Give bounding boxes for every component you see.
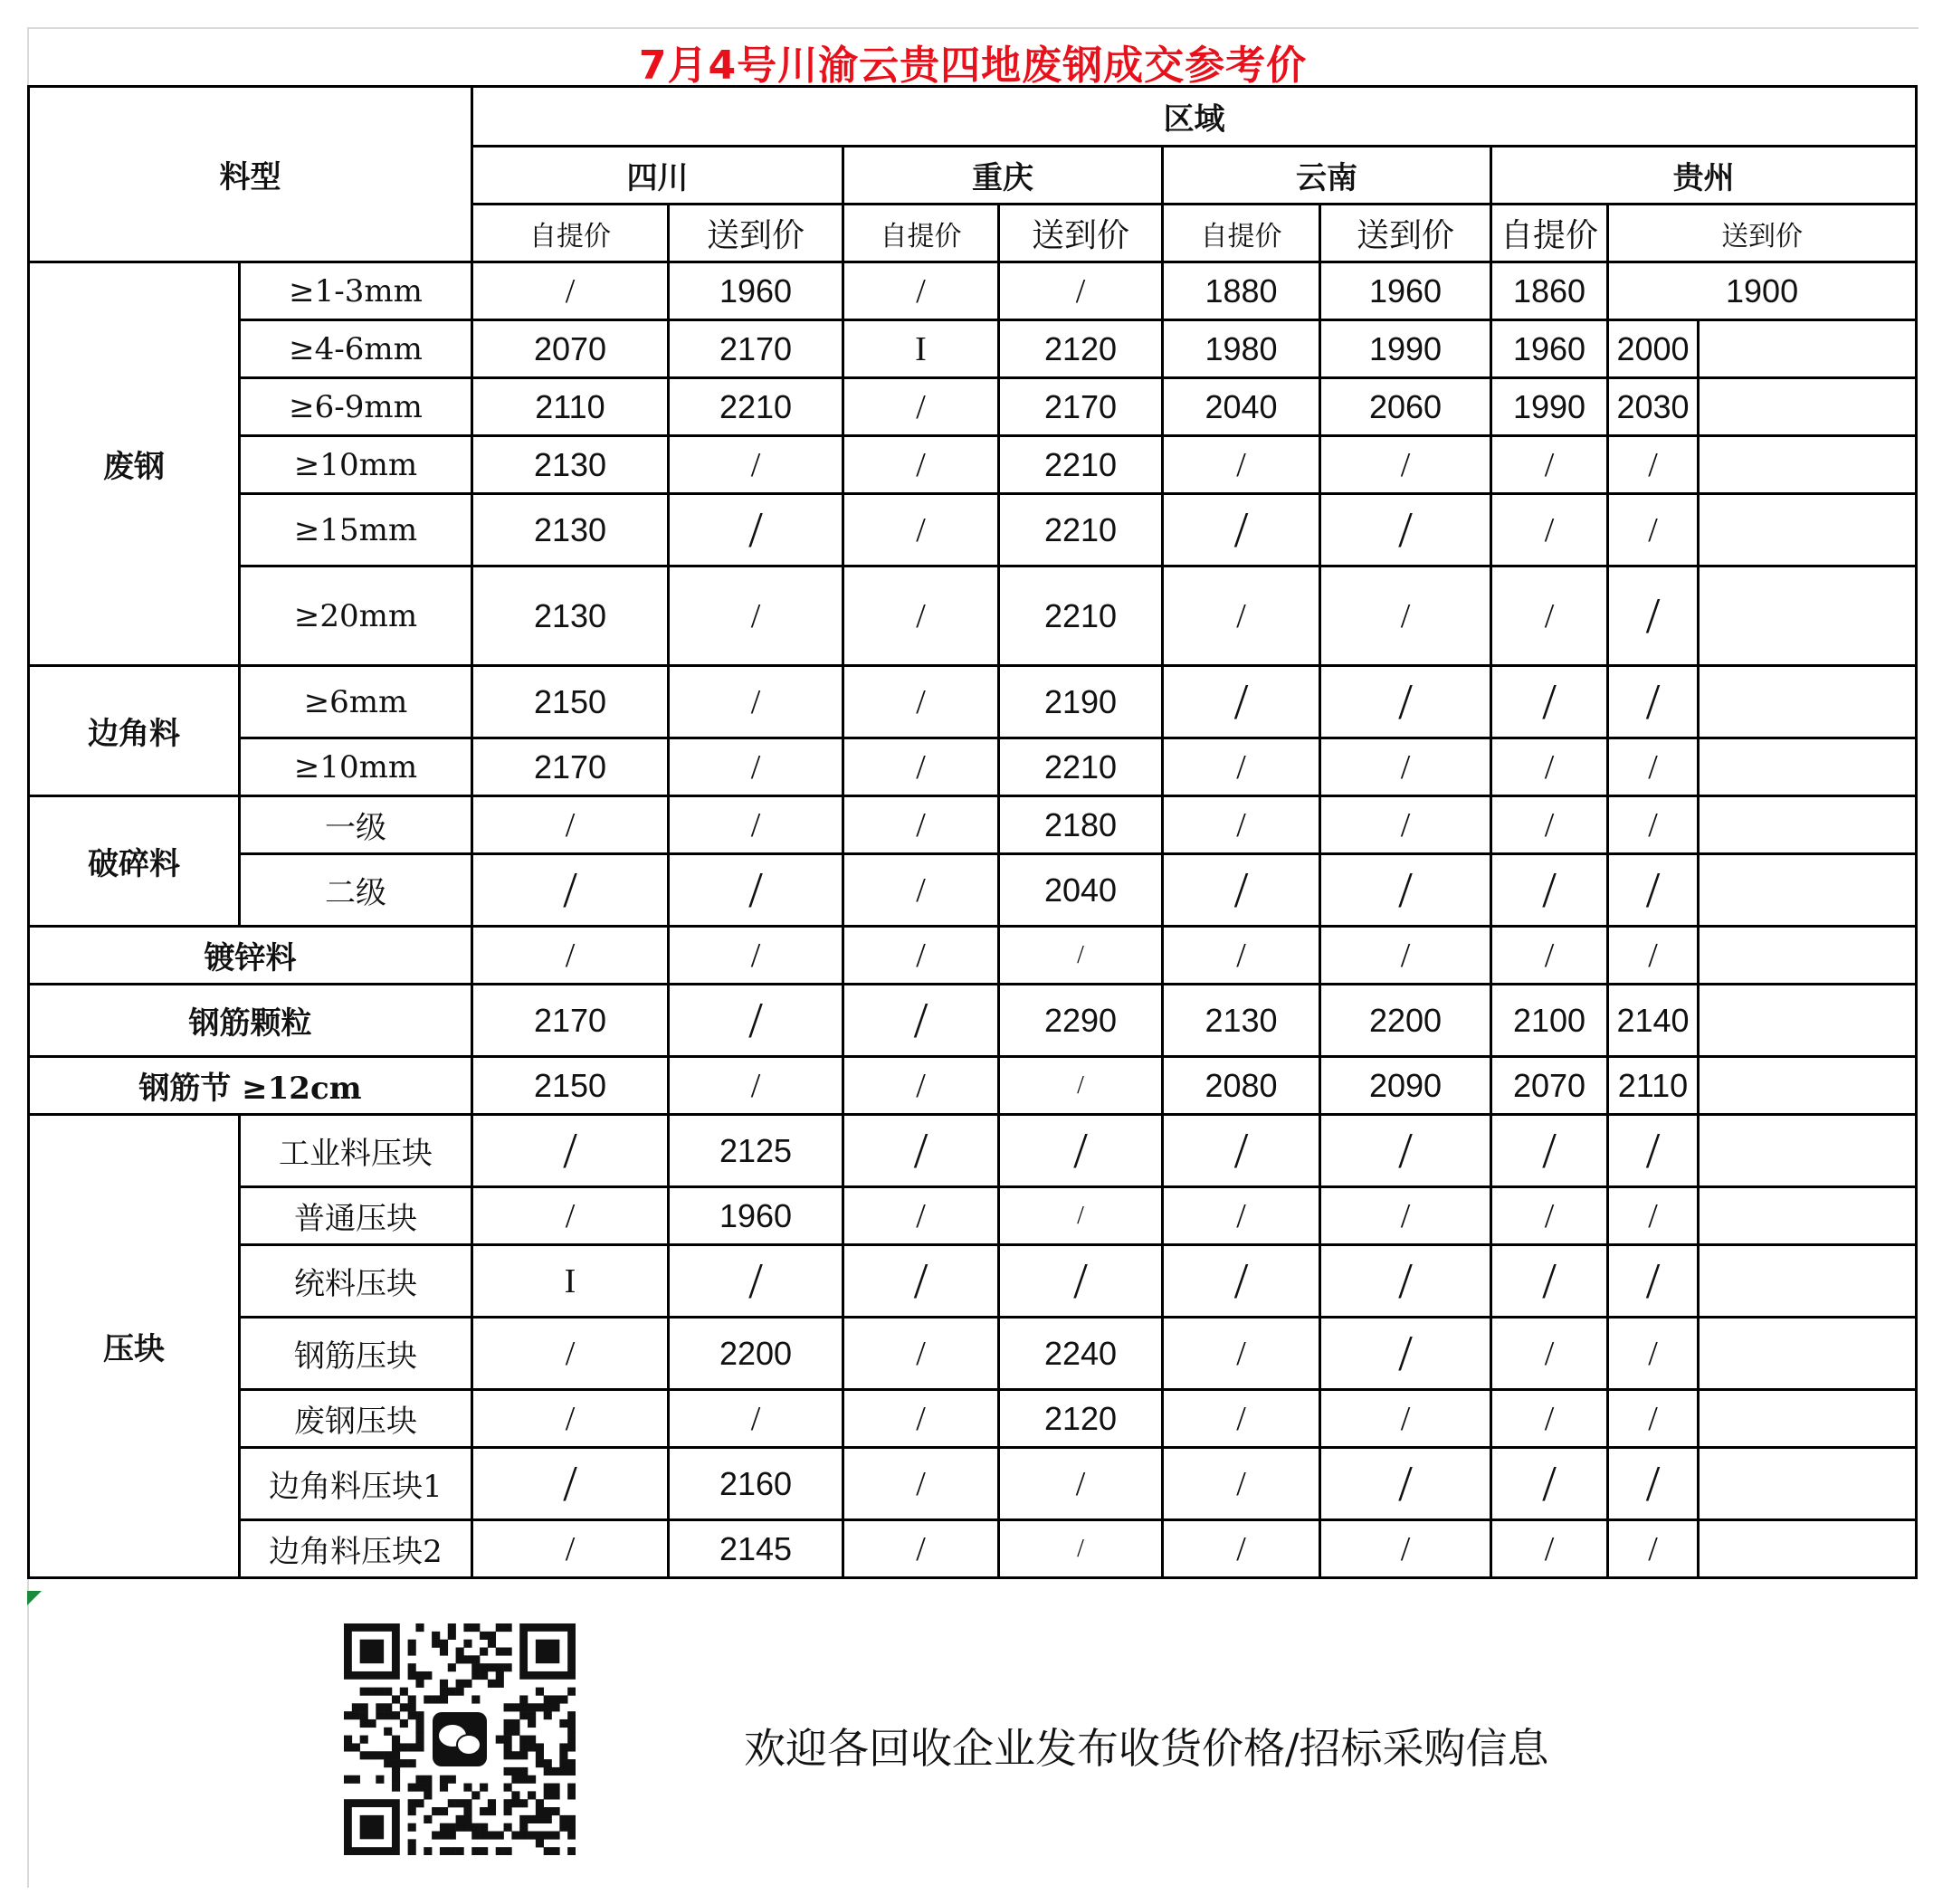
price-cell: 2125: [669, 1115, 843, 1187]
price-cell: I: [472, 1245, 669, 1318]
price-cell: 1990: [1491, 378, 1608, 436]
price-cell: /: [843, 378, 999, 436]
corner-marker-icon: [27, 1591, 42, 1605]
table-row: [29, 436, 1917, 494]
price-cell: 2090: [1320, 1057, 1491, 1115]
table-row: [29, 1448, 1917, 1520]
price-cell: /: [999, 1245, 1163, 1318]
empty-cell: [1699, 320, 1917, 378]
price-cell: /: [999, 1448, 1163, 1520]
price-cell: 2200: [669, 1318, 843, 1390]
table-row: [29, 927, 1917, 985]
price-cell: /: [1491, 1187, 1608, 1245]
price-cell: /: [843, 738, 999, 796]
price-cell: /: [669, 494, 843, 566]
price-cell: 2120: [999, 320, 1163, 378]
qr-code-icon: [344, 1623, 576, 1855]
price-cell: /: [1320, 1448, 1491, 1520]
table-row: [29, 796, 1917, 854]
price-cell: 1990: [1320, 320, 1491, 378]
price-cell: /: [1320, 1318, 1491, 1390]
price-cell: /: [1491, 796, 1608, 854]
region-header: 区域: [472, 87, 1917, 147]
empty-cell: [1699, 1187, 1917, 1245]
spec-label: ≥10mm: [240, 738, 472, 796]
price-cell: /: [1608, 854, 1699, 927]
price-cell: /: [1491, 854, 1608, 927]
spec-label: 废钢压块: [240, 1390, 472, 1448]
price-cell: /: [669, 1245, 843, 1318]
price-cell: /: [843, 262, 999, 320]
price-cell: 2120: [999, 1390, 1163, 1448]
region-chongqing: 重庆: [843, 147, 1163, 205]
price-cell: /: [1163, 1318, 1320, 1390]
price-cell: /: [1320, 796, 1491, 854]
region-yunnan: 云南: [1163, 147, 1491, 205]
price-cell: /: [1491, 1115, 1608, 1187]
table-row: [29, 262, 1917, 320]
price-cell: /: [669, 1057, 843, 1115]
group-label: 钢筋节 ≥12cm: [29, 1057, 472, 1115]
price-cell: 2170: [472, 738, 669, 796]
price-cell: /: [1608, 1390, 1699, 1448]
spec-label: 钢筋压块: [240, 1318, 472, 1390]
price-cell: /: [999, 1115, 1163, 1187]
price-cell: 2170: [669, 320, 843, 378]
price-cell: /: [1163, 927, 1320, 985]
price-cell: /: [843, 1520, 999, 1578]
empty-cell: [1699, 1057, 1917, 1115]
price-cell: 2070: [1491, 1057, 1608, 1115]
price-cell: /: [472, 927, 669, 985]
price-cell: /: [1608, 927, 1699, 985]
price-cell: /: [1608, 436, 1699, 494]
price-cell: 2130: [472, 566, 669, 666]
price-cell: 2000: [1608, 320, 1699, 378]
price-cell: 2145: [669, 1520, 843, 1578]
empty-cell: [1699, 738, 1917, 796]
price-cell: /: [1163, 796, 1320, 854]
price-cell: /: [843, 985, 999, 1057]
price-cell: /: [1320, 566, 1491, 666]
price-cell: /: [1491, 666, 1608, 738]
price-cell: /: [999, 262, 1163, 320]
price-cell: /: [1320, 436, 1491, 494]
price-cell: /: [1163, 1448, 1320, 1520]
price-cell: /: [843, 1245, 999, 1318]
price-cell: /: [1163, 566, 1320, 666]
price-cell: /: [1163, 738, 1320, 796]
price-cell: 2140: [1608, 985, 1699, 1057]
price-cell: /: [1608, 1245, 1699, 1318]
empty-cell: [1699, 436, 1917, 494]
price-cell: /: [472, 1187, 669, 1245]
price-cell: 2060: [1320, 378, 1491, 436]
price-cell: 2130: [472, 436, 669, 494]
table-row: [29, 320, 1917, 378]
price-cell: /: [1163, 666, 1320, 738]
spec-label: ≥4-6mm: [240, 320, 472, 378]
price-cell: /: [1320, 738, 1491, 796]
price-cell: /: [1491, 494, 1608, 566]
spec-label: 工业料压块: [240, 1115, 472, 1187]
table-row: [29, 1318, 1917, 1390]
price-cell: /: [1491, 1390, 1608, 1448]
price-cell: 1960: [669, 262, 843, 320]
price-cell: /: [843, 1057, 999, 1115]
region-guizhou: 贵州: [1491, 147, 1917, 205]
group-label: 压块: [29, 1115, 240, 1578]
table-row: [29, 1187, 1917, 1245]
price-cell: /: [843, 436, 999, 494]
table-row: [29, 1390, 1917, 1448]
price-cell: /: [1491, 738, 1608, 796]
price-cell: 2210: [999, 436, 1163, 494]
price-cell: /: [1320, 1245, 1491, 1318]
empty-cell: [1699, 566, 1917, 666]
price-cell: /: [999, 1057, 1163, 1115]
spec-label: ≥1-3mm: [240, 262, 472, 320]
price-cell: 2170: [472, 985, 669, 1057]
table-row: [29, 1245, 1917, 1318]
price-cell: /: [1608, 494, 1699, 566]
price-cell: /: [1320, 666, 1491, 738]
price-cell: /: [669, 566, 843, 666]
price-cell: /: [999, 927, 1163, 985]
page-title: 7月4号川渝云贵四地废钢成交参考价: [638, 43, 1308, 89]
price-cell: /: [472, 854, 669, 927]
spec-label: 边角料压块1: [240, 1448, 472, 1520]
price-cell: /: [843, 1448, 999, 1520]
price-cell: /: [1320, 854, 1491, 927]
price-cell: 2210: [669, 378, 843, 436]
group-label: 破碎料: [29, 796, 240, 927]
empty-cell: [1699, 1115, 1917, 1187]
price-cell: 2080: [1163, 1057, 1320, 1115]
empty-cell: [1699, 927, 1917, 985]
empty-cell: [1699, 1390, 1917, 1448]
price-cell: /: [669, 854, 843, 927]
price-cell: 2240: [999, 1318, 1163, 1390]
price-cell: /: [1320, 927, 1491, 985]
empty-cell: [1699, 985, 1917, 1057]
price-cell: 1960: [669, 1187, 843, 1245]
price-cell: /: [1608, 666, 1699, 738]
spec-label: ≥6mm: [240, 666, 472, 738]
price-cell: /: [1163, 436, 1320, 494]
material-type-header: 料型: [29, 87, 472, 262]
table-row: [29, 854, 1917, 927]
price-cell: /: [1163, 494, 1320, 566]
price-type-header: 自提价: [843, 205, 999, 262]
group-label: 边角料: [29, 666, 240, 796]
price-cell: 2070: [472, 320, 669, 378]
price-type-header: 自提价: [472, 205, 669, 262]
price-cell: /: [843, 927, 999, 985]
price-cell: /: [843, 796, 999, 854]
empty-cell: [1699, 854, 1917, 927]
price-cell: /: [1320, 1187, 1491, 1245]
price-cell: /: [1608, 1115, 1699, 1187]
price-cell: /: [1491, 566, 1608, 666]
spec-label: 一级: [240, 796, 472, 854]
spec-label: ≥20mm: [240, 566, 472, 666]
group-label: 废钢: [29, 262, 240, 666]
price-cell: 2110: [472, 378, 669, 436]
price-cell: /: [1320, 1115, 1491, 1187]
price-cell: /: [1163, 1115, 1320, 1187]
table-row: [29, 985, 1917, 1057]
table-row: [29, 666, 1917, 738]
price-type-header: 送到价: [999, 205, 1163, 262]
price-cell: /: [999, 1187, 1163, 1245]
price-cell: /: [472, 796, 669, 854]
empty-cell: [1699, 666, 1917, 738]
spec-label: 统料压块: [240, 1245, 472, 1318]
price-cell: /: [472, 1520, 669, 1578]
spec-label: 普通压块: [240, 1187, 472, 1245]
price-cell: /: [1491, 1318, 1608, 1390]
price-cell: /: [472, 1390, 669, 1448]
price-cell: /: [472, 1318, 669, 1390]
spec-label: ≥10mm: [240, 436, 472, 494]
price-cell: /: [669, 666, 843, 738]
price-cell: /: [472, 1448, 669, 1520]
price-cell: 2100: [1491, 985, 1608, 1057]
price-cell: /: [843, 1390, 999, 1448]
price-cell: /: [472, 262, 669, 320]
spec-label: 边角料压块2: [240, 1520, 472, 1578]
price-cell: /: [1608, 1448, 1699, 1520]
price-cell: /: [1163, 1390, 1320, 1448]
price-cell: 2210: [999, 494, 1163, 566]
price-cell: /: [999, 1520, 1163, 1578]
price-cell: /: [1163, 1187, 1320, 1245]
price-cell: 2170: [999, 378, 1163, 436]
empty-cell: [1699, 1245, 1917, 1318]
price-cell: 2150: [472, 1057, 669, 1115]
price-cell: /: [1608, 566, 1699, 666]
price-cell: 2110: [1608, 1057, 1699, 1115]
price-cell: /: [843, 854, 999, 927]
price-cell: /: [1163, 1520, 1320, 1578]
price-cell: 2030: [1608, 378, 1699, 436]
price-cell: 1860: [1491, 262, 1608, 320]
price-type-header: 送到价: [1608, 205, 1917, 262]
table-row: [29, 1057, 1917, 1115]
price-cell: /: [1491, 1520, 1608, 1578]
price-cell: /: [669, 1390, 843, 1448]
price-cell: /: [669, 436, 843, 494]
price-cell: 2210: [999, 738, 1163, 796]
price-cell: /: [1491, 1448, 1608, 1520]
empty-cell: [1699, 1318, 1917, 1390]
table-row: [29, 1520, 1917, 1578]
price-cell: /: [1320, 1520, 1491, 1578]
price-cell: /: [1608, 1318, 1699, 1390]
price-type-header: 送到价: [669, 205, 843, 262]
price-cell: /: [1608, 738, 1699, 796]
price-cell: /: [843, 666, 999, 738]
price-type-header: 自提价: [1491, 205, 1608, 262]
price-cell: /: [1491, 927, 1608, 985]
price-cell: 1980: [1163, 320, 1320, 378]
empty-cell: [1699, 796, 1917, 854]
price-type-header: 送到价: [1320, 205, 1491, 262]
empty-cell: [1699, 494, 1917, 566]
price-cell: /: [669, 927, 843, 985]
price-cell: 1900: [1608, 262, 1917, 320]
price-cell: 2150: [472, 666, 669, 738]
price-cell: /: [843, 1115, 999, 1187]
price-type-header: 自提价: [1163, 205, 1320, 262]
price-cell: /: [472, 1115, 669, 1187]
price-cell: /: [669, 796, 843, 854]
price-cell: /: [1320, 1390, 1491, 1448]
price-cell: /: [1608, 1187, 1699, 1245]
group-label: 镀锌料: [29, 927, 472, 985]
price-cell: /: [669, 738, 843, 796]
price-cell: 2200: [1320, 985, 1491, 1057]
price-cell: 2130: [1163, 985, 1320, 1057]
table-row: [29, 738, 1917, 796]
price-cell: /: [669, 985, 843, 1057]
price-cell: 1880: [1163, 262, 1320, 320]
price-cell: /: [1491, 436, 1608, 494]
price-table: [27, 85, 1918, 1579]
empty-cell: [1699, 1520, 1917, 1578]
price-cell: /: [1608, 796, 1699, 854]
table-row: [29, 494, 1917, 566]
table-row: [29, 1115, 1917, 1187]
price-cell: /: [843, 1318, 999, 1390]
table-row: [29, 378, 1917, 436]
price-cell: 2040: [1163, 378, 1320, 436]
price-cell: 2160: [669, 1448, 843, 1520]
price-cell: 2130: [472, 494, 669, 566]
price-cell: /: [843, 494, 999, 566]
spec-label: ≥6-9mm: [240, 378, 472, 436]
price-cell: 2210: [999, 566, 1163, 666]
price-cell: 2180: [999, 796, 1163, 854]
empty-cell: [1699, 1448, 1917, 1520]
price-cell: /: [1163, 854, 1320, 927]
price-cell: /: [1163, 1245, 1320, 1318]
price-cell: /: [843, 566, 999, 666]
empty-cell: [1699, 378, 1917, 436]
price-cell: 2190: [999, 666, 1163, 738]
price-cell: /: [843, 1187, 999, 1245]
price-cell: 1960: [1320, 262, 1491, 320]
price-cell: 1960: [1491, 320, 1608, 378]
price-cell: 2040: [999, 854, 1163, 927]
region-sichuan: 四川: [472, 147, 843, 205]
price-cell: 2290: [999, 985, 1163, 1057]
price-cell: I: [843, 320, 999, 378]
footer-text: 欢迎各回收企业发布收货价格/招标采购信息: [744, 1724, 1549, 1773]
price-cell: /: [1608, 1520, 1699, 1578]
table-row: [29, 566, 1917, 666]
group-label: 钢筋颗粒: [29, 985, 472, 1057]
spec-label: 二级: [240, 854, 472, 927]
price-cell: /: [1491, 1245, 1608, 1318]
spec-label: ≥15mm: [240, 494, 472, 566]
price-cell: /: [1320, 494, 1491, 566]
